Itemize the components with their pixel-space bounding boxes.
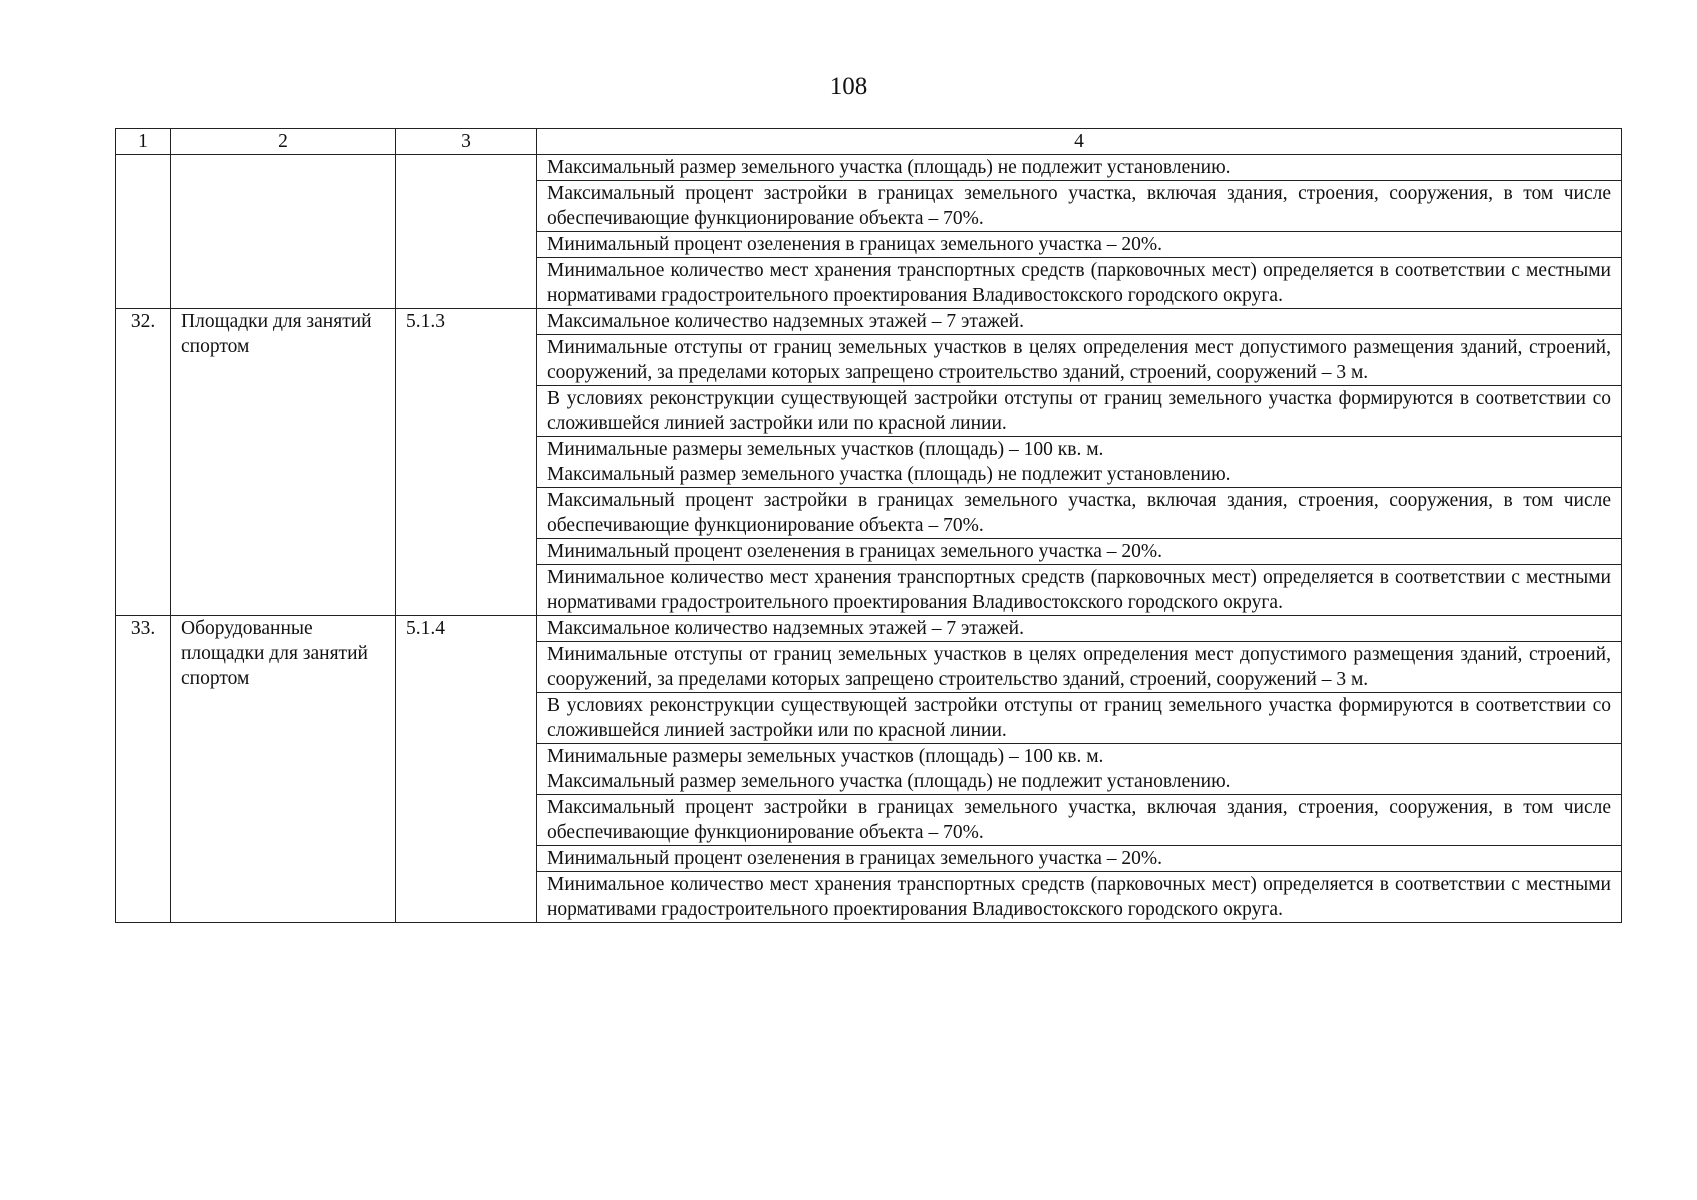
regulations-table [115, 128, 1622, 923]
parameter-text: Максимальный размер земельного участка (площадь) не подлежит установлению. [547, 157, 1231, 178]
row-number-cell: 32. [116, 309, 171, 616]
parameter-text: Максимальное количество надземных этажей – 7 этажей. [547, 311, 1024, 332]
use-type-cell: Площадки для занятий спортом [171, 309, 396, 616]
use-type-cell [171, 155, 396, 309]
parameter-cell [537, 181, 1622, 232]
table-row [116, 616, 1622, 642]
use-code-cell: 5.1.3 [396, 309, 537, 616]
parameter-cell [537, 872, 1622, 923]
header-cell-3: 3 [396, 129, 537, 155]
parameter-text: Максимальный процент застройки в границах земельного участка, включая здания, строения, сооружения, в том числе обеспечивающие функционирование объекта – 70%. [547, 490, 1611, 536]
parameter-cell [537, 693, 1622, 744]
parameter-text: Минимальное количество мест хранения транспортных средств (парковочных мест) определяется в соответствии с местными нормативами градостроительного проектирования Владивостокского городского округа. [547, 567, 1611, 613]
parameter-text: Максимальный процент застройки в границах земельного участка, включая здания, строения, сооружения, в том числе обеспечивающие функционирование объекта – 70%. [547, 183, 1611, 229]
parameter-text: В условиях реконструкции существующей застройки отступы от границ земельного участка формируются в соответствии со сложившейся линией застройки или по красной линии. [547, 695, 1611, 741]
use-code-cell [396, 155, 537, 309]
parameter-text: В условиях реконструкции существующей застройки отступы от границ земельного участка формируются в соответствии со сложившейся линией застройки или по красной линии. [547, 388, 1611, 434]
row-number-cell [116, 155, 171, 309]
parameter-cell [537, 155, 1622, 181]
parameter-text: Минимальные отступы от границ земельных участков в целях определения мест допустимого размещения зданий, строений, сооружений, за пределами которых запрещено строительство зданий, строений, сооружений – 3 м. [547, 337, 1611, 383]
parameter-cell [537, 642, 1622, 693]
parameter-text: Минимальное количество мест хранения транспортных средств (парковочных мест) определяется в соответствии с местными нормативами градостроительного проектирования Владивостокского городского округа. [547, 874, 1611, 920]
parameter-cell [537, 258, 1622, 309]
parameter-cell [537, 539, 1622, 565]
parameter-text: Минимальный процент озеленения в границах земельного участка – 20%. [547, 234, 1163, 255]
parameter-text: Максимальный процент застройки в границах земельного участка, включая здания, строения, сооружения, в том числе обеспечивающие функционирование объекта – 70%. [547, 797, 1611, 843]
parameter-cell [537, 488, 1622, 539]
parameter-cell [537, 232, 1622, 258]
parameter-cell [537, 309, 1622, 335]
header-row [116, 129, 1622, 155]
parameter-cell [537, 744, 1622, 795]
parameter-cell [537, 565, 1622, 616]
use-code-cell: 5.1.4 [396, 616, 537, 923]
parameter-text: Минимальный процент озеленения в границах земельного участка – 20%. [547, 541, 1163, 562]
parameter-text: Минимальные размеры земельных участков (площадь) – 100 кв. м. [547, 439, 1104, 460]
parameter-text: Минимальный процент озеленения в границах земельного участка – 20%. [547, 848, 1163, 869]
parameter-text: Минимальные размеры земельных участков (площадь) – 100 кв. м. [547, 746, 1104, 767]
parameter-text: Максимальный размер земельного участка (площадь) не подлежит установлению. [547, 771, 1231, 792]
table-row [116, 309, 1622, 335]
parameter-cell [537, 437, 1622, 488]
parameter-cell [537, 795, 1622, 846]
header-cell-4: 4 [537, 129, 1622, 155]
use-type-cell: Оборудованные площадки для занятий спортом [171, 616, 396, 923]
row-number-cell: 33. [116, 616, 171, 923]
parameter-text: Минимальное количество мест хранения транспортных средств (парковочных мест) определяется в соответствии с местными нормативами градостроительного проектирования Владивостокского городского округа. [547, 260, 1611, 306]
parameter-text: Минимальные отступы от границ земельных участков в целях определения мест допустимого размещения зданий, строений, сооружений, за пределами которых запрещено строительство зданий, строений, сооружений – 3 м. [547, 644, 1611, 690]
table-row [116, 155, 1622, 181]
parameter-cell [537, 335, 1622, 386]
header-cell-1: 1 [116, 129, 171, 155]
page-number: 108 [829, 73, 868, 100]
parameter-text: Максимальный размер земельного участка (площадь) не подлежит установлению. [547, 464, 1231, 485]
parameter-text: Максимальное количество надземных этажей – 7 этажей. [547, 618, 1024, 639]
header-cell-2: 2 [171, 129, 396, 155]
parameter-cell [537, 846, 1622, 872]
parameter-cell [537, 616, 1622, 642]
table-body [116, 129, 1622, 923]
parameter-cell [537, 386, 1622, 437]
